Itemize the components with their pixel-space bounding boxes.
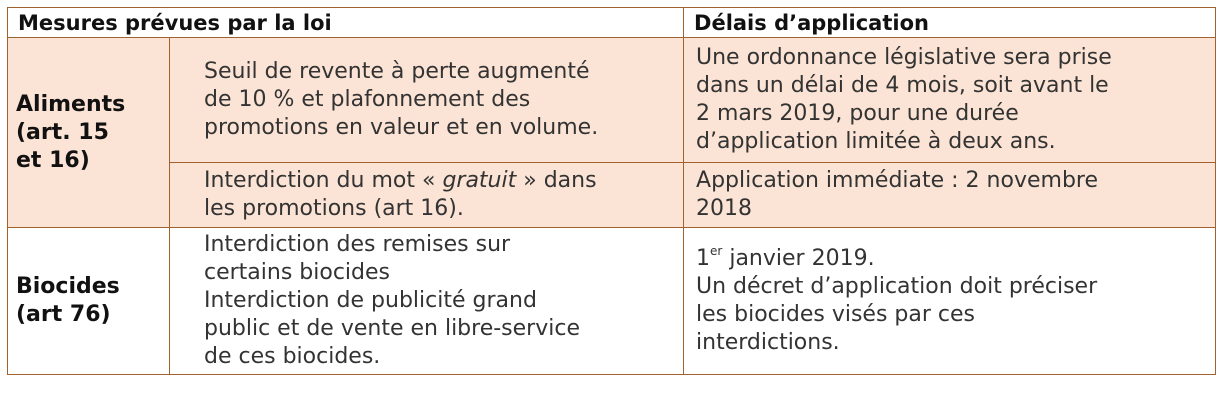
text-part: » dans <box>516 168 597 193</box>
cell-delay-ordinance <box>684 38 1216 163</box>
row-label-aliments <box>8 38 170 228</box>
text-line: Seuil de revente à perte augmenté <box>204 59 590 84</box>
text-line: public et de vente en libre-service <box>204 316 580 341</box>
text-line: les promotions (art 16). <box>204 196 464 221</box>
table-row-aliments-2 <box>8 163 1216 228</box>
cell-delay-immediate <box>684 163 1216 228</box>
text-line: promotions en valeur et en volume. <box>204 115 599 140</box>
table-header-row <box>8 8 1216 38</box>
cell-measure-threshold <box>170 38 684 163</box>
text-line: interdictions. <box>696 330 840 355</box>
text-part: janvier 2019. <box>722 246 875 271</box>
cell-measure-gratuit <box>170 163 684 228</box>
table-row-biocides <box>8 228 1216 375</box>
text-line: Application immédiate : 2 novembre <box>696 168 1098 193</box>
text-line: certains biocides <box>204 260 391 285</box>
cell-delay-biocides <box>684 228 1216 375</box>
header-delays: Délais d’application <box>684 8 1216 38</box>
label-line: et 16) <box>16 147 90 173</box>
text-line <box>204 167 671 195</box>
text-line: Un décret d’application doit préciser <box>696 274 1098 299</box>
italic-word: gratuit <box>442 168 517 193</box>
header-measures: Mesures prévues par la loi <box>8 8 684 38</box>
text-line: les biocides visés par ces <box>696 302 975 327</box>
label-line: (art. 15 <box>16 119 109 145</box>
cell-measure-biocides <box>170 228 684 375</box>
text-line: 2 mars 2019, pour une durée <box>696 101 1019 126</box>
label-line: Aliments <box>16 91 126 117</box>
text-line: Interdiction des remises sur <box>204 232 511 257</box>
text-line <box>696 245 1203 273</box>
text-line: d’application limitée à deux ans. <box>696 129 1056 154</box>
text-part: 1 <box>696 246 711 271</box>
text-line: de ces biocides. <box>204 344 381 369</box>
text-line: Une ordonnance législative sera prise <box>696 45 1112 70</box>
text-part: Interdiction du mot « <box>204 168 443 193</box>
row-label-biocides <box>8 228 170 375</box>
measures-table <box>7 7 1216 375</box>
text-line: 2018 <box>696 196 753 221</box>
superscript: er <box>710 243 723 258</box>
label-line: Biocides <box>16 274 120 299</box>
text-line: de 10 % et plafonnement des <box>204 87 531 112</box>
text-line: Interdiction de publicité grand <box>204 288 537 313</box>
table-row-aliments-1 <box>8 38 1216 163</box>
label-line: (art 76) <box>16 302 111 327</box>
text-line: dans un délai de 4 mois, soit avant le <box>696 73 1109 98</box>
